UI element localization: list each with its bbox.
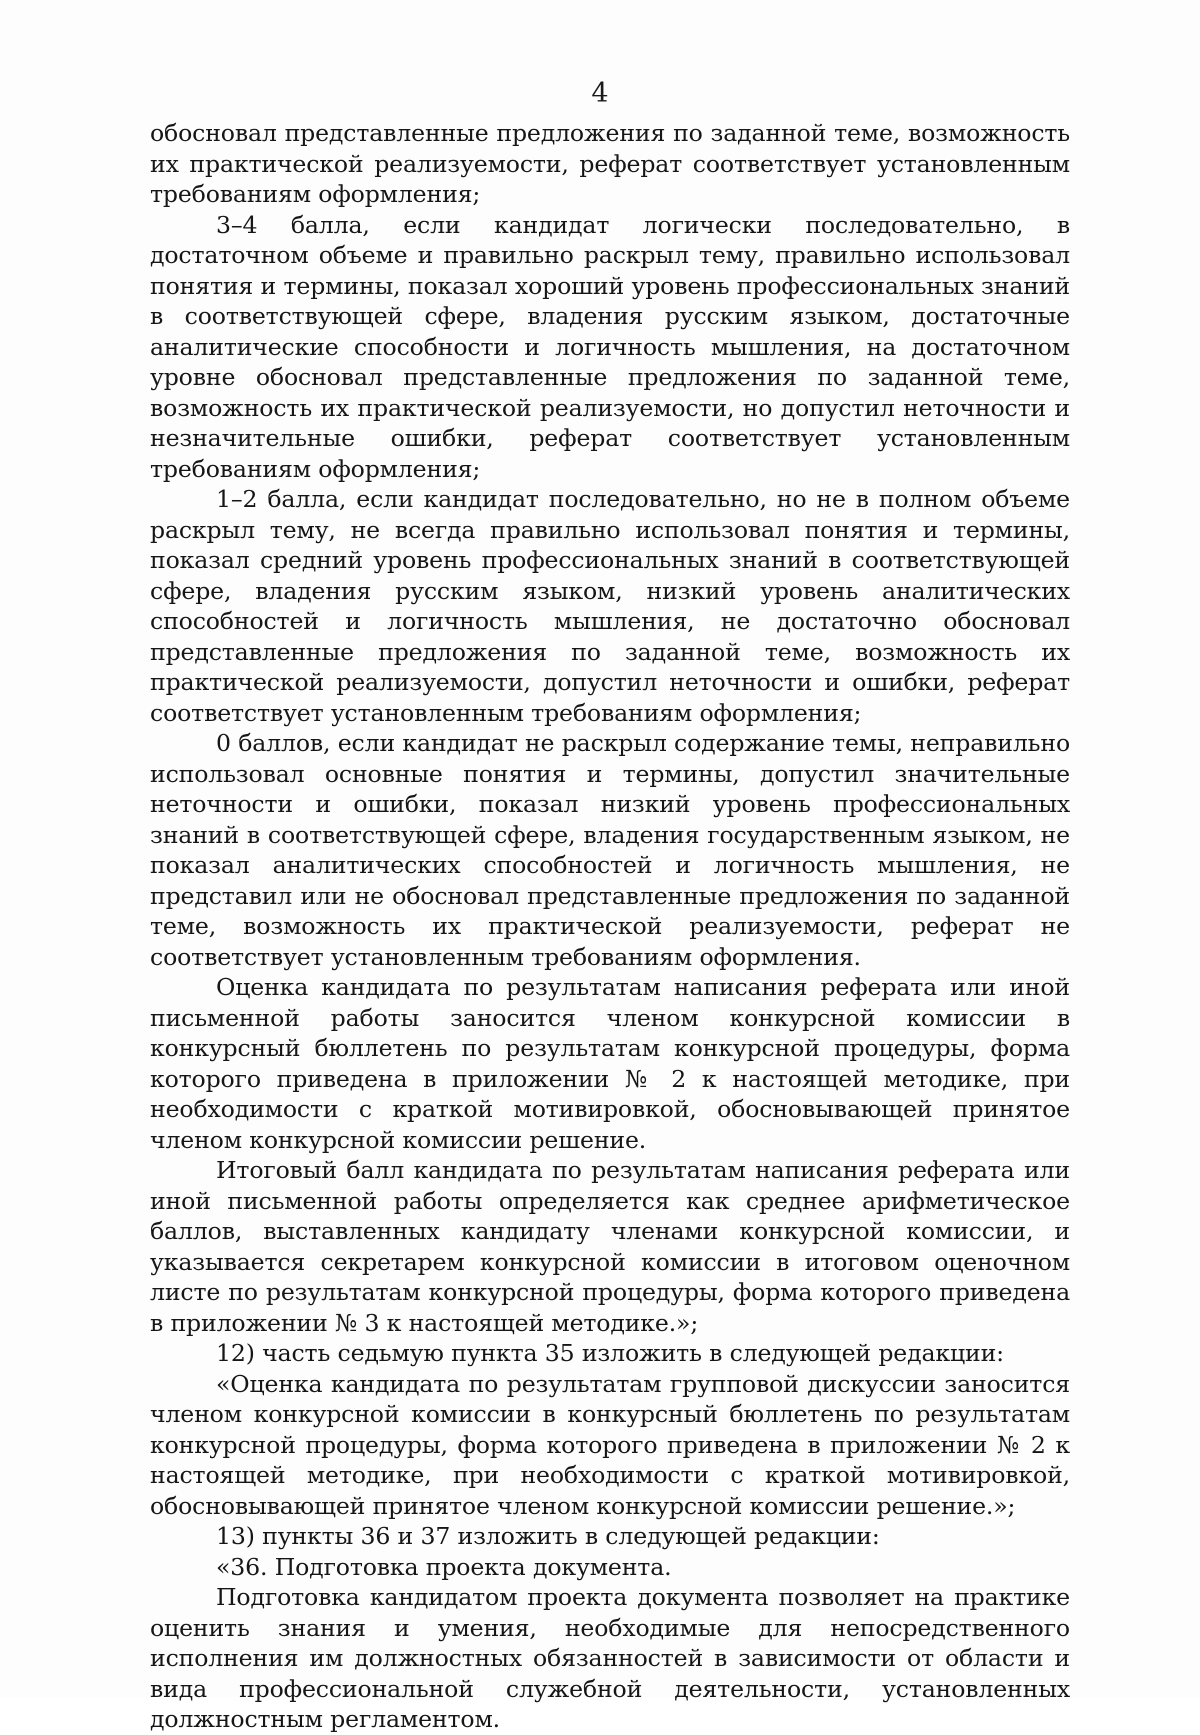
page-number: 4 <box>591 78 609 109</box>
paragraph: Оценка кандидата по результатам написания реферата или иной письменной работы заносится членом конкурсной комиссии в конкурсный бюллетень по результатам конкурсной процедуры, форма которого приведена в приложении № 2 к настоящей методике, при необходимости с краткой мотивировкой, обосновывающей принятое членом конкурсной комиссии решение. <box>150 973 1070 1154</box>
paragraph: 0 баллов, если кандидат не раскрыл содержание темы, неправильно использовал основные понятия и термины, допустил значительные неточности и ошибки, показал низкий уровень профессиональных знаний в соответствующей сфере, владения государственным языком, не показал аналитических способностей и логичность мышления, не представил или не обосновал представленные предложения по заданной теме, возможность их практической реализуемости, реферат не соответствует установленным требованиям оформления. <box>150 729 1071 971</box>
paragraph: 12) часть седьмую пункта 35 изложить в следующей редакции: <box>216 1339 1004 1367</box>
paragraph: «36. Подготовка проекта документа. <box>216 1552 672 1581</box>
paragraph: 3–4 балла, если кандидат логически последовательно, в достаточном объеме и правильно раскрыл тему, правильно использовал понятия и термины, показал хороший уровень профессиональных знаний в соответствующей сфере, владения русским языком, достаточные аналитические способности и логичность мышления, на достаточном уровне обосновал представленные предложения по заданной теме, возможность их практической реализуемости, но допустил неточности и незначительные ошибки, реферат соответствует установленным требованиям оформления; <box>150 210 1070 483</box>
paragraph: «Оценка кандидата по результатам групповой дискуссии заносится членом конкурсной комиссии в конкурсный бюллетень по результатам конкурсной процедуры, форма которого приведена в приложении № 2 к настоящей методике, при необходимости с краткой мотивировкой, обосновывающей принятое членом конкурсной комиссии решение.»; <box>150 1369 1070 1520</box>
paragraph: обосновал представленные предложения по заданной теме, возможность их практической реализуемости, реферат соответствует установленным требованиям оформления; <box>150 119 1070 208</box>
paragraph: Подготовка кандидатом проекта документа позволяет на практике оценить знания и умения, необходимые для непосредственного исполнения им должностных обязанностей в зависимости от области и вида профессиональной служебной деятельности, установленных должностным регламентом. <box>150 1583 1070 1733</box>
document-body <box>150 118 1070 1735</box>
paragraph: Итоговый балл кандидата по результатам написания реферата или иной письменной работы определяется как среднее арифметическое баллов, выставленных кандидату членами конкурсной комиссии, и указывается секретарем конкурсной комиссии в итоговом оценочном листе по результатам конкурсной процедуры, форма которого приведена в приложении № 3 к настоящей методике.»; <box>150 1156 1070 1337</box>
paragraph: 1–2 балла, если кандидат последовательно, но не в полном объеме раскрыл тему, не всегда правильно использовал понятия и термины, показал средний уровень профессиональных знаний в соответствующей сфере, владения русским языком, низкий уровень аналитических способностей и логичность мышления, не достаточно обосновал представленные предложения по заданной теме, возможность их практической реализуемости, допустил неточности и ошибки, реферат соответствует установленным требованиям оформления; <box>150 485 1070 727</box>
paragraph: 13) пункты 36 и 37 изложить в следующей редакции: <box>216 1522 880 1550</box>
